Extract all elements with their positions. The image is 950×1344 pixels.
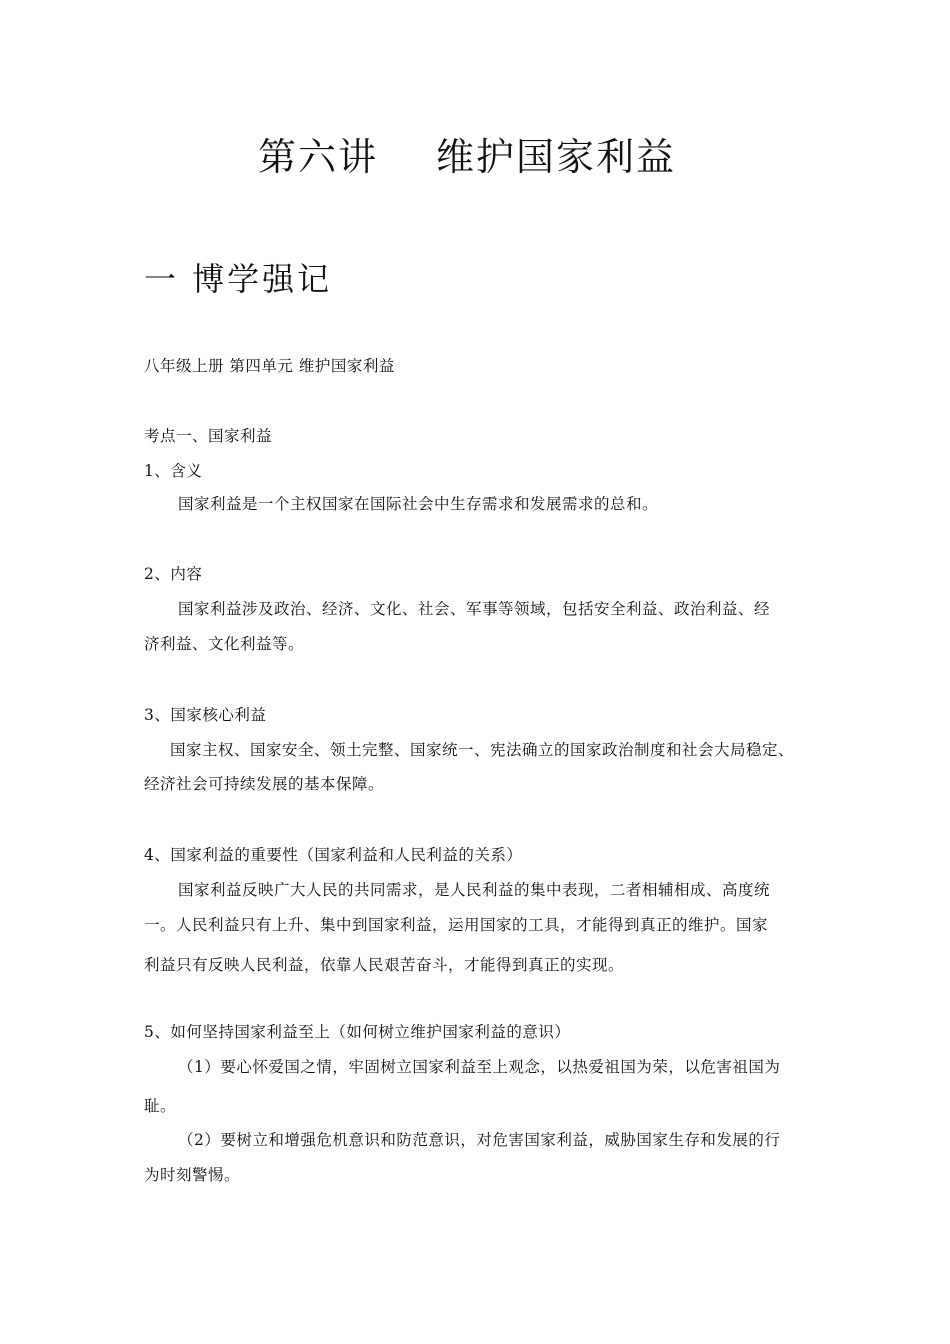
item-1-line: 国家利益是一个主权国家在国际社会中生存需求和发展需求的总和。 — [178, 495, 659, 513]
item-2-line: 济利益、文化利益等。 — [144, 635, 305, 653]
item-3-heading: 3、国家核心利益 — [144, 706, 267, 724]
item-2-heading: 2、内容 — [144, 565, 203, 583]
unit-line: 八年级上册 第四单元 维护国家利益 — [144, 357, 395, 375]
title-lecture: 第六讲 — [258, 135, 379, 179]
item-5-line: 耻。 — [144, 1097, 177, 1115]
item-4-line: 利益只有反映人民利益，依靠人民艰苦奋斗，才能得到真正的实现。 — [144, 956, 625, 974]
page-title — [258, 126, 676, 181]
title-topic: 维护国家利益 — [436, 135, 677, 179]
item-3-line: 经济社会可持续发展的基本保障。 — [144, 775, 385, 793]
item-4-heading: 4、国家利益的重要性（国家利益和人民利益的关系） — [144, 846, 523, 864]
item-4-line: 一。人民利益只有上升、集中到国家利益，运用国家的工具，才能得到真正的维护。国家 — [144, 916, 769, 934]
item-1-heading: 1、含义 — [144, 462, 203, 480]
item-5-line: （1）要心怀爱国之情，牢固树立国家利益至上观念，以热爱祖国为荣，以危害祖国为 — [178, 1058, 781, 1076]
item-3-line: 国家主权、国家安全、领土完整、国家统一、宪法确立的国家政治制度和社会大局稳定、 — [170, 741, 795, 759]
item-5-line: （2）要树立和增强危机意识和防范意识，对危害国家利益，威胁国家生存和发展的行 — [178, 1131, 781, 1149]
section-heading: 一 博学强记 — [144, 260, 333, 298]
item-2-line: 国家利益涉及政治、经济、文化、社会、军事等领域，包括安全利益、政治利益、经 — [178, 600, 771, 618]
item-5-line: 为时刻警惕。 — [144, 1166, 241, 1184]
item-4-line: 国家利益反映广大人民的共同需求，是人民利益的集中表现，二者相辅相成、高度统 — [178, 881, 771, 899]
kaodian-heading: 考点一、国家利益 — [144, 427, 273, 445]
item-5-heading: 5、如何坚持国家利益至上（如何树立维护国家利益的意识） — [144, 1023, 571, 1041]
